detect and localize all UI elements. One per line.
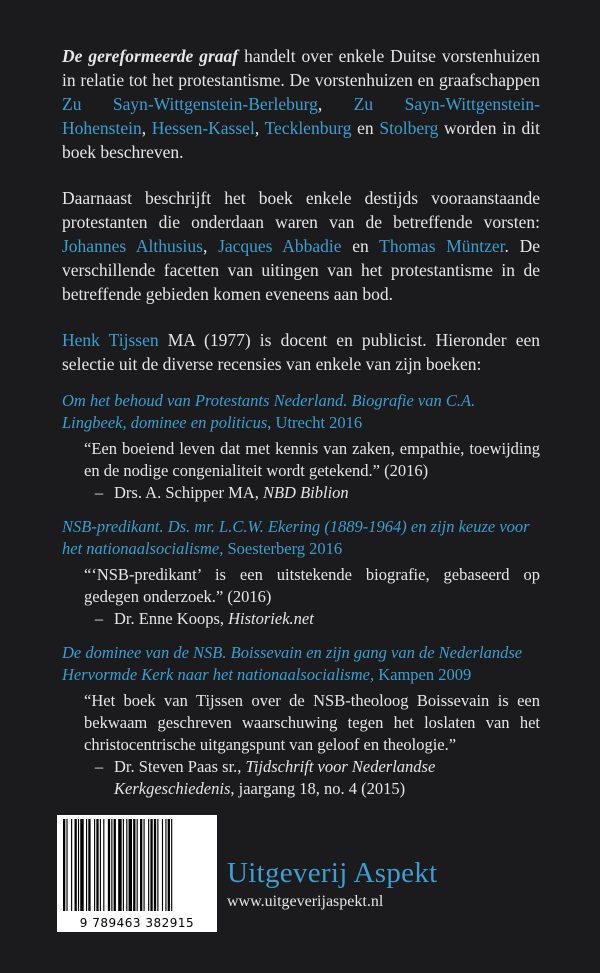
barcode-bar [111, 819, 112, 911]
review-attribution: – Drs. A. Schipper MA, NBD Biblion [94, 483, 349, 502]
book-review-3 [62, 642, 540, 800]
link-stolberg[interactable]: Stolberg [379, 118, 439, 138]
link-althusius[interactable]: Johannes Althusius [62, 236, 203, 256]
link-berleburg[interactable]: Zu Sayn-Wittgenstein-Berleburg [62, 94, 318, 114]
barcode-bar [144, 819, 145, 911]
intro-paragraph: De gereformeerde graaf handelt over enkele Duitse vorstenhuizen in relatie tot het protestantisme. De vorstenhuizen en graafschappen Zu Sayn-Wittgenstein-Berleburg, Zu Sayn-Wittgenstein-Hohenstein, Hessen-Kassel, Tecklenburg en Stolberg worden in dit boek beschreven. [62, 46, 540, 162]
barcode-bar [118, 819, 121, 911]
barcode-bar [165, 819, 166, 911]
publisher-name: Uitgeverij Aspekt [227, 857, 438, 889]
book-review-1 [62, 390, 540, 504]
barcode-bar [66, 819, 67, 911]
link-muntzer[interactable]: Thomas Müntzer [379, 236, 505, 256]
review-quote: “‘NSB-predikant’ is een uitstekende biografie, gebaseerd op gedegen onderzoek.” (2016) [84, 565, 540, 606]
barcode-icon [57, 815, 217, 913]
barcode-bar [75, 819, 77, 911]
isbn-number: 9 789463 382915 [79, 916, 195, 930]
barcode-bar [162, 819, 163, 911]
barcode-bar [133, 819, 135, 911]
barcode-bar [114, 819, 116, 911]
link-abbadie[interactable]: Jacques Abbadie [218, 236, 342, 256]
publisher-url[interactable]: www.uitgeverijaspekt.nl [227, 893, 384, 910]
barcode-bar [78, 819, 79, 911]
barcode-bar [96, 819, 98, 911]
barcode-bar [126, 819, 127, 911]
barcode-bar [103, 819, 104, 911]
review-book-title[interactable]: Om het behoud van Protestants Nederland. Biografie van C.A. Lingbeek, dominee en politicus, Utrecht 2016 [62, 391, 476, 432]
barcode-bar [171, 819, 172, 911]
barcode-bar [71, 819, 72, 911]
review-quote: “Het boek van Tijssen over de NSB-theoloog Boissevain is een bekwaam geschreven waarschuwing tegen het loslaten van het christocentrische uitgangspunt van geloof en theologie.” [84, 691, 540, 754]
link-author[interactable]: Henk Tijssen [62, 330, 159, 350]
link-hessen-kassel[interactable]: Hessen-Kassel [151, 118, 255, 138]
barcode-bar [88, 819, 90, 911]
barcode-bar [80, 819, 83, 911]
link-hohenstein[interactable]: Zu Sayn-Wittgenstein-Hohenstein [62, 94, 540, 138]
barcode-bar [168, 819, 170, 911]
barcode-bar [100, 819, 101, 911]
review-quote: “Een boeiend leven dat met kennis van zaken, empathie, toewijding en de nodige congenialiteit wordt getekend.” (2016) [84, 439, 540, 480]
link-tecklenburg[interactable]: Tecklenburg [264, 118, 352, 138]
review-book-title[interactable]: De dominee van de NSB. Boissevain en zijn gang van de Nederlandse Hervormde Kerk naar het nationaalsocialisme, Kampen 2009 [62, 643, 523, 684]
book-review-2 [62, 516, 540, 630]
barcode-bar [150, 819, 152, 911]
cover-text [62, 44, 540, 812]
protestants-paragraph: Daarnaast beschrijft het boek enkele destijds vooraanstaande protestanten die onderdaan waren van de betreffende vorsten: Johannes Althusius, Jacques Abbadie en Thomas Müntzer. De verschillende facetten van uitingen van het protestantisme in de betreffende gebieden komen eveneens aan bod. [62, 188, 541, 304]
review-book-title[interactable]: NSB-predikant. Ds. mr. L.C.W. Ekering (1889-1964) en zijn keuze voor het nationaalsocialisme, Soesterberg 2016 [62, 517, 530, 558]
barcode-bar [140, 819, 142, 911]
author-paragraph: Henk Tijssen MA (1977) is docent en publicist. Hieronder een selectie uit de diverse recensies van enkele van zijn boeken: [62, 330, 540, 374]
barcode-bar [154, 819, 156, 911]
barcode-bar [123, 819, 124, 911]
barcode-bar [157, 819, 158, 911]
barcode-bar [94, 819, 95, 911]
barcode-bar [86, 819, 87, 911]
review-attribution: – Dr. Enne Koops, Historiek.net [94, 609, 314, 628]
barcode-bar [129, 819, 132, 911]
book-title: De gereformeerde graaf [62, 46, 239, 66]
review-attribution: – Dr. Steven Paas sr., Tijdschrift voor Nederlandse Kerkgeschiedenis, jaargang 18, no. 4 (2015) [94, 757, 436, 798]
barcode-bar [137, 819, 138, 911]
barcode-bar [63, 819, 65, 911]
barcode-bar [148, 819, 149, 911]
barcode-bar [108, 819, 110, 911]
isbn-barcode [57, 815, 217, 932]
